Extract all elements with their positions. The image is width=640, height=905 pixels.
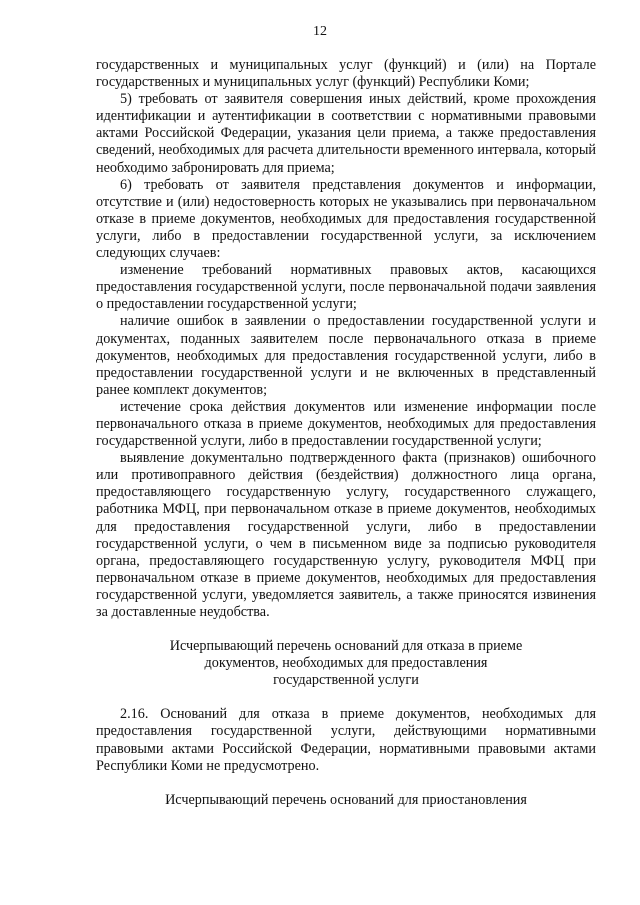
paragraph-exception-requirements-change: изменение требований нормативных правовых актов, касающихся предоставления государственной услуги, после первоначальной подачи заявления о предоставлении государственной услуги; <box>96 262 596 313</box>
paragraph-2-16: 2.16. Оснований для отказа в приеме документов, необходимых для предоставления государственной услуги, действующими нормативными правовыми актами Российской Федерации, нормативными правовыми актами Республики Коми не предусмотрено. <box>96 706 596 774</box>
paragraph-continuation: государственных и муниципальных услуг (функций) и (или) на Портале государственных и муниципальных услуг (функций) Республики Коми; <box>96 57 596 91</box>
section-heading-suspension-grounds <box>96 792 596 809</box>
heading-line: государственной услуги <box>273 672 419 689</box>
section-heading-refusal-grounds <box>96 638 596 689</box>
paragraph-exception-misconduct: выявление документально подтвержденного факта (признаков) ошибочного или противоправного действия (бездействия) должностного лица органа, предоставляющего государственную услугу, государственного служащего, работника МФЦ, при первоначальном отказе в приеме документов, необходимых для предоставления государственной услуги, либо в предоставлении государственной услуги, о чем в письменном виде за подписью руководителя органа, предоставляющего государственную услугу, руководителя МФЦ при первоначальном отказе в приеме документов, необходимых для предоставления государственной услуги, уведомляется заявитель, а также приносятся извинения за доставленные неудобства. <box>96 450 596 620</box>
document-body <box>96 57 596 826</box>
paragraph-item-6: 6) требовать от заявителя представления документов и информации, отсутствие и (или) недостоверность которых не указывались при первоначальном отказе в приеме документов, необходимых для предоставления государственной услуги, либо в предоставлении государственной услуги, за исключением следующих случаев: <box>96 176 596 262</box>
paragraph-item-5: 5) требовать от заявителя совершения иных действий, кроме прохождения идентификации и аутентификации в соответствии с нормативными правовыми актами Российской Федерации, указания цели приема, а также предоставления сведений, необходимых для расчета длительности временного интервала, который необходимо забронировать для приема; <box>96 91 596 176</box>
paragraph-exception-expiry: истечение срока действия документов или изменение информации после первоначального отказа в приеме документов, необходимых для предоставления государственной услуги, либо в предоставлении государственной услуги; <box>96 398 596 450</box>
heading-line: документов, необходимых для предоставления <box>204 655 488 672</box>
page-number: 12 <box>313 24 327 39</box>
heading-line: Исчерпывающий перечень оснований для отказа в приеме <box>169 638 523 655</box>
heading-line: Исчерпывающий перечень оснований для приостановления <box>165 791 527 808</box>
paragraph-exception-errors: наличие ошибок в заявлении о предоставлении государственной услуги и документах, поданных заявителем после первоначального отказа в приеме документов, необходимых для предоставления государственной услуги, либо в предоставлении государственной услуги и не включенных в представленный ранее комплект документов; <box>96 313 596 398</box>
